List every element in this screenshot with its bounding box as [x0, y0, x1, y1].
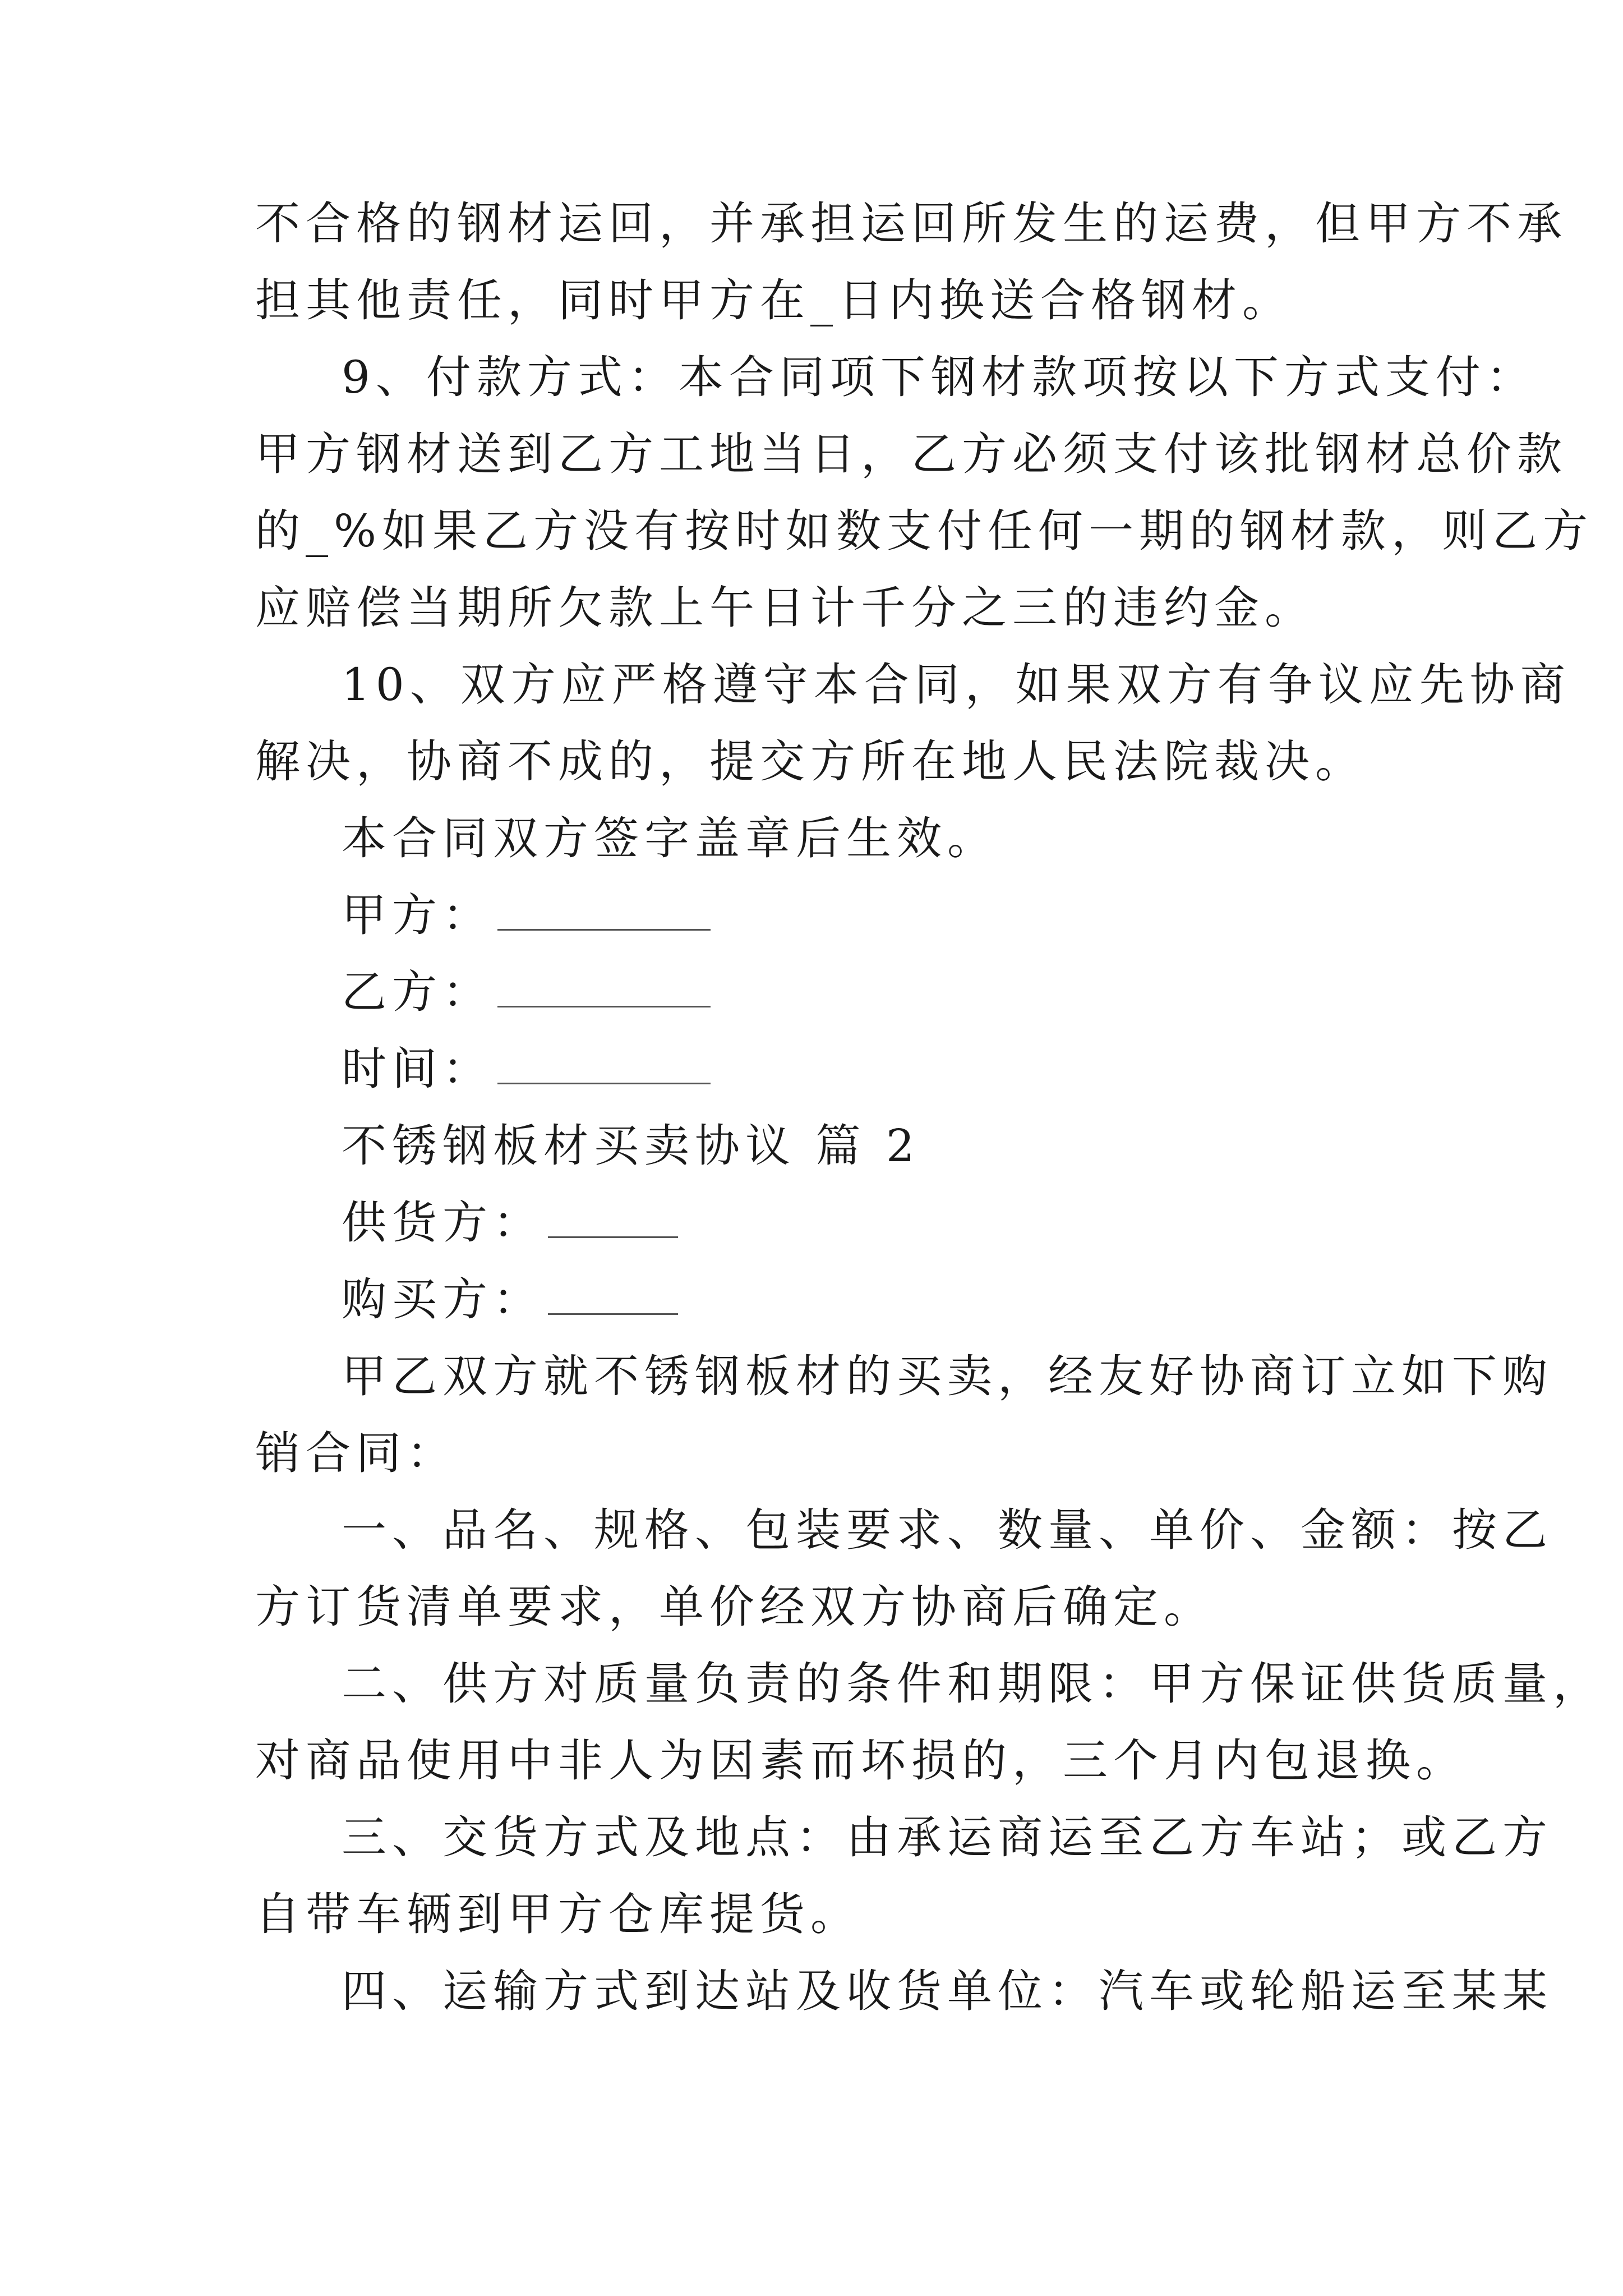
paragraph-line: 销合同：: [255, 1427, 457, 1479]
clause-4-line: 四、运输方式到达站及收货单位：汽车或轮船运至某某: [342, 1965, 1553, 2017]
buyer-field: [255, 1261, 1394, 1338]
paragraph-line: 对商品使用中非人为因素而坏损的，三个月内包退换。: [255, 1734, 1467, 1787]
intro-line: 甲乙双方就不锈钢板材的买卖，经友好协商订立如下购: [342, 1350, 1553, 1402]
party-a-signature: [255, 877, 1394, 954]
document-body: [255, 185, 1603, 2030]
date-signature: [255, 1030, 1394, 1107]
effective-clause: 本合同双方签字盖章后生效。: [342, 812, 998, 864]
paragraph-line: 解决，协商不成的，提交方所在地人民法院裁决。: [255, 735, 1366, 788]
party-b-label: 乙方：: [342, 966, 493, 1018]
paragraph-line: 不合格的钢材运回，并承担运回所发生的运费，但甲方不承: [255, 197, 1567, 250]
supplier-label: 供货方：: [342, 1197, 543, 1249]
clause-9-line: 9、付款方式：本合同项下钢材款项按以下方式支付：: [342, 351, 1537, 403]
paragraph-line: 方订货清单要求，单价经双方协商后确定。: [255, 1581, 1214, 1633]
paragraph-line: 的_%如果乙方没有按时如数支付任何一期的钢材款，则乙方: [255, 505, 1594, 557]
section-title: 不锈钢板材买卖协议 篇 2: [342, 1120, 920, 1172]
paragraph-line: 甲方钢材送到乙方工地当日，乙方必须支付该批钢材总价款: [255, 428, 1567, 480]
party-a-label: 甲方：: [342, 889, 493, 941]
clause-1-line: 一、品名、规格、包装要求、数量、单价、金额：按乙: [342, 1504, 1553, 1556]
clause-10-line: 10、双方应严格遵守本合同，如果双方有争议应先协商: [342, 659, 1571, 711]
clause-2-line: 二、供方对质量负责的条件和期限：甲方保证供货质量，: [342, 1658, 1603, 1710]
date-blank: [497, 1048, 711, 1084]
buyer-blank: [548, 1278, 678, 1315]
paragraph-line: 担其他责任，同时甲方在_日内换送合格钢材。: [255, 274, 1293, 326]
buyer-label: 购买方：: [342, 1273, 543, 1326]
paragraph-line: 应赔偿当期所欠款上午日计千分之三的违约金。: [255, 582, 1315, 634]
party-a-blank: [497, 894, 711, 931]
date-label: 时间：: [342, 1043, 493, 1095]
party-b-blank: [497, 971, 711, 1007]
paragraph-line: 自带车辆到甲方仓库提货。: [255, 1888, 861, 1940]
supplier-field: [255, 1184, 1394, 1261]
supplier-blank: [548, 1202, 678, 1238]
party-b-signature: [255, 954, 1394, 1030]
clause-3-line: 三、交货方式及地点：由承运商运至乙方车站；或乙方: [342, 1811, 1553, 1864]
